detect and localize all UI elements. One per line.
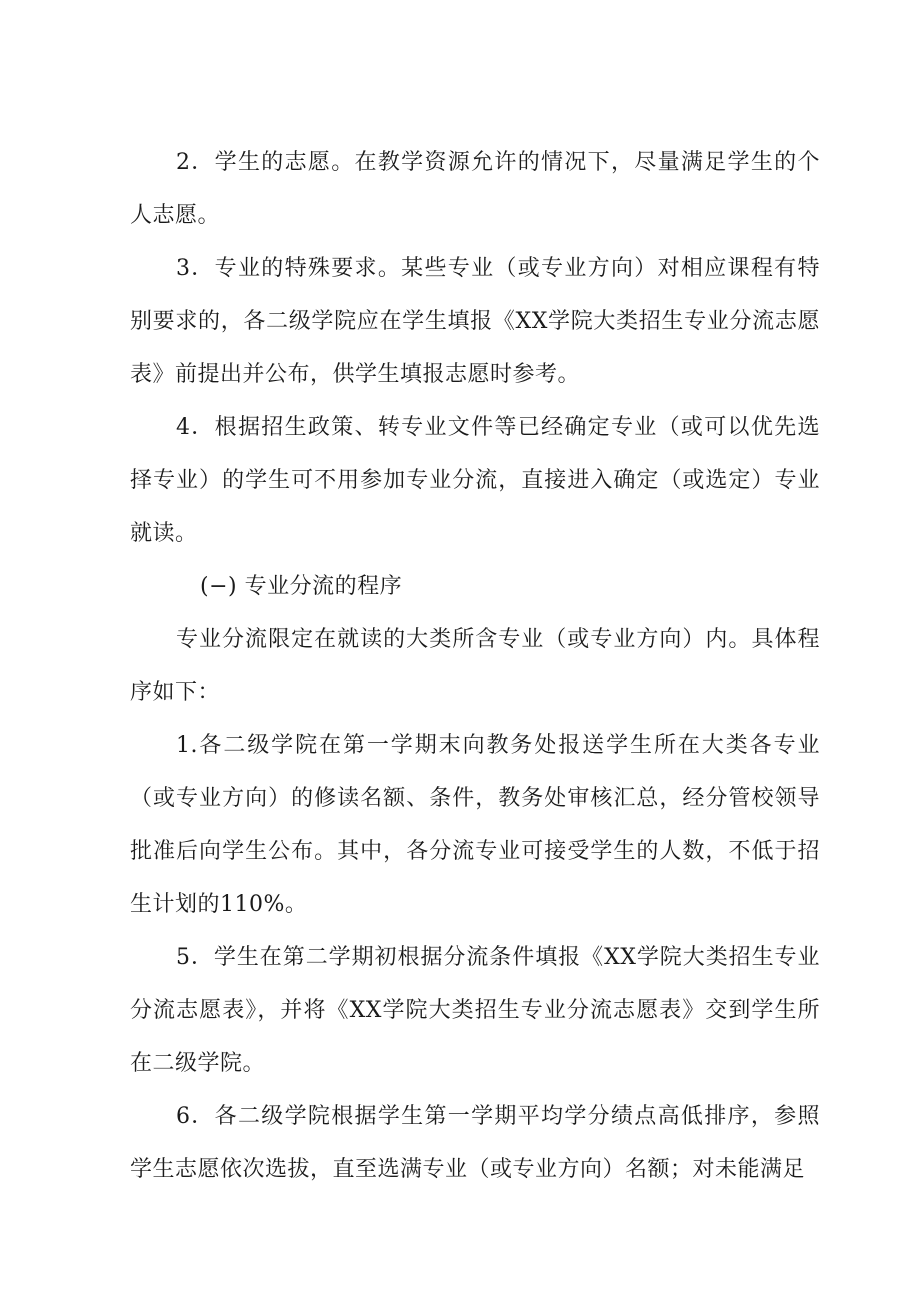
paragraph-step-6: 6．各二级学院根据学生第一学期平均学分绩点高低排序，参照学生志愿依次选拔，直至选满专业（或专业方向）名额；对未能满足: [130, 1104, 820, 1182]
paragraph-step-1: 1.各二级学院在第一学期末向教务处报送学生所在大类各专业（或专业方向）的修读名额、条件，教务处审核汇总，经分管校领导批准后向学生公布。其中，各分流专业可接受学生的人数，不低于招生计划的110%。: [130, 733, 820, 917]
paragraph-item-4: 4．根据招生政策、转专业文件等已经确定专业（或可以优先选择专业）的学生可不用参加专业分流，直接进入确定（或选定）专业就读。: [130, 415, 820, 546]
paragraph-step-5: 5．学生在第二学期初根据分流条件填报《XX学院大类招生专业分流志愿表》，并将《XX学院大类招生专业分流志愿表》交到学生所在二级学院。: [130, 945, 820, 1076]
document-body: [130, 136, 820, 1196]
paragraph-item-3: 3．专业的特殊要求。某些专业（或专业方向）对相应课程有特别要求的，各二级学院应在学生填报《XX学院大类招生专业分流志愿表》前提出并公布，供学生填报志愿时参考。: [130, 256, 820, 387]
paragraph-intro: 专业分流限定在就读的大类所含专业（或专业方向）内。具体程序如下：: [130, 627, 820, 705]
section-heading: (−) 专业分流的程序: [200, 574, 403, 599]
paragraph-item-2: 2．学生的志愿。在教学资源允许的情况下，尽量满足学生的个人志愿。: [130, 150, 820, 228]
